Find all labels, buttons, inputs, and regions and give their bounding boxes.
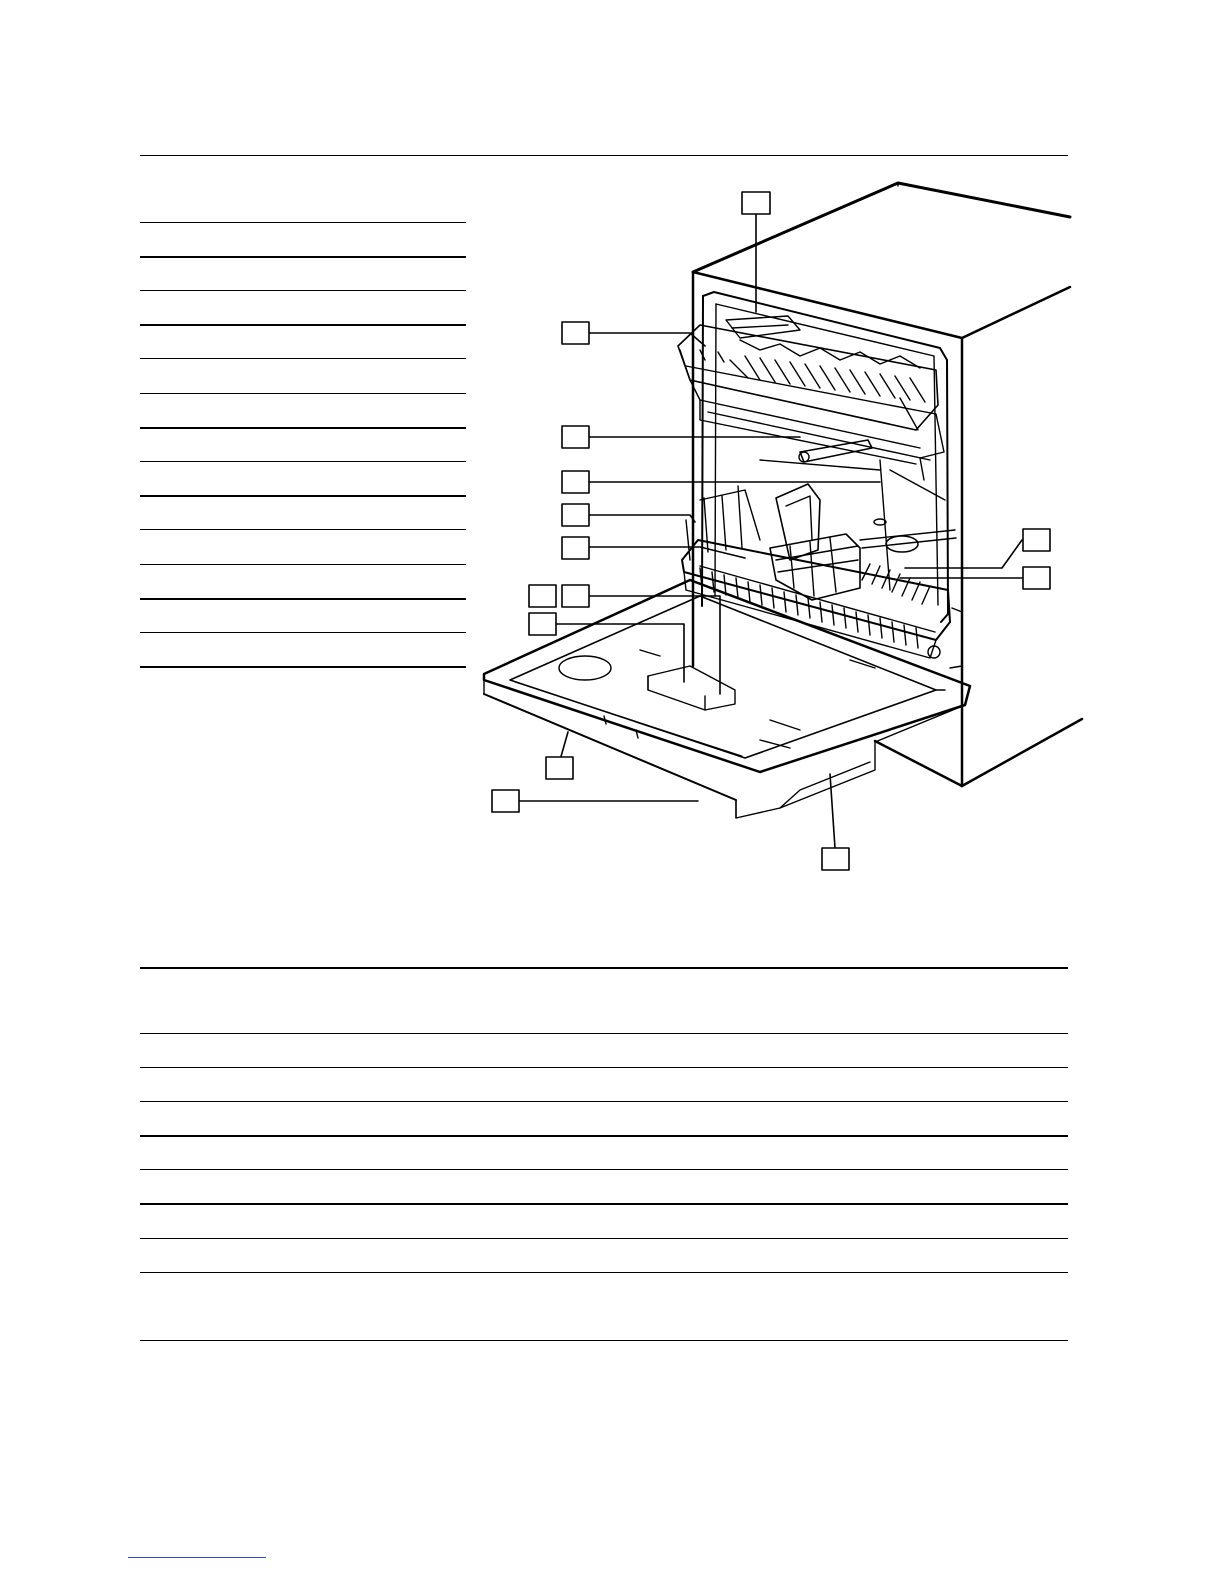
upper-spray-arm (799, 440, 872, 462)
callout-box (546, 757, 573, 779)
lower-basket (682, 484, 962, 668)
callout-box (742, 192, 770, 214)
callout-box (562, 322, 589, 344)
callout-box (822, 848, 849, 870)
door (484, 580, 970, 818)
callout-box (562, 537, 589, 559)
footer-link-underline[interactable] (128, 1557, 266, 1558)
callout-box (1023, 567, 1050, 589)
callout-box (529, 613, 556, 635)
callout-box (562, 426, 589, 448)
upper-basket (678, 316, 944, 480)
callout-box (492, 790, 519, 812)
lower-spray-arm (860, 519, 956, 552)
cabinet-body (693, 183, 1082, 786)
callout-box (1023, 529, 1050, 551)
callout-box (562, 504, 589, 526)
callout-box (562, 471, 589, 493)
callout-box (529, 585, 556, 607)
callout-box (562, 585, 589, 607)
